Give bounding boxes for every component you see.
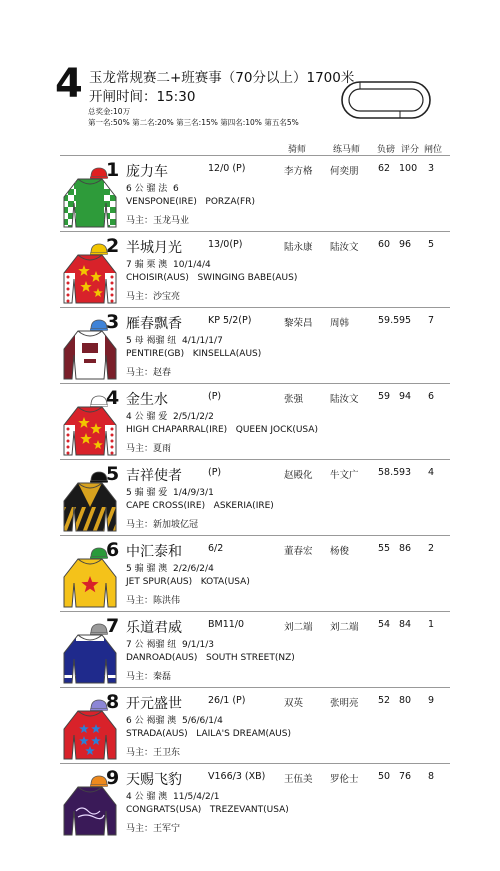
horse-pedigree: HIGH CHAPARRAL(IRE) QUEEN JOCK(USA) bbox=[126, 425, 318, 435]
runner-entry bbox=[60, 307, 450, 383]
horse-number: 6 bbox=[106, 539, 120, 561]
odds: KP 5/2(P) bbox=[208, 315, 252, 326]
jockey-name: 刘二端 bbox=[284, 622, 313, 633]
horse-pedigree: CHOISIR(AUS) SWINGING BABE(AUS) bbox=[126, 273, 298, 283]
draw: 2 bbox=[428, 543, 435, 554]
weight: 60 bbox=[378, 239, 391, 250]
race-title: 玉龙常规赛二+班赛事（70分以上）1700米 bbox=[89, 70, 355, 86]
draw: 4 bbox=[428, 467, 435, 478]
jockey-silks-icon bbox=[62, 785, 118, 837]
draw: 8 bbox=[428, 771, 435, 782]
divider bbox=[60, 155, 450, 156]
odds: (P) bbox=[208, 391, 222, 402]
trainer-name: 牛文广 bbox=[330, 470, 359, 481]
horse-name: 乐道君威 bbox=[126, 620, 182, 636]
horse-owner: 马主：沙宝亮 bbox=[126, 292, 181, 302]
horse-pedigree: DANROAD(AUS) SOUTH STREET(NZ) bbox=[126, 653, 295, 663]
column-header-trainer: 练马师 bbox=[333, 145, 361, 155]
horse-number: 7 bbox=[106, 615, 120, 637]
horse-pedigree: PENTIRE(GB) KINSELLA(AUS) bbox=[126, 349, 262, 359]
odds: 26/1 (P) bbox=[208, 695, 246, 706]
horse-name: 庞力车 bbox=[126, 164, 168, 180]
horse-number: 8 bbox=[106, 691, 120, 713]
weight: 58.5 bbox=[378, 467, 400, 478]
horse-profile: 4 公 骝 爱 2/5/1/2/2 bbox=[126, 412, 214, 422]
trainer-name: 罗伦士 bbox=[330, 774, 359, 785]
race-time: 开闸时间：15:30 bbox=[89, 89, 196, 105]
odds: BM11/0 bbox=[208, 619, 245, 630]
horse-pedigree: VENSPONE(IRE) PORZA(FR) bbox=[126, 197, 255, 207]
jockey-silks-icon bbox=[62, 709, 118, 761]
jockey-name: 李方格 bbox=[284, 166, 313, 177]
trainer-name: 杨俊 bbox=[330, 546, 350, 557]
jockey-name: 双英 bbox=[284, 698, 304, 709]
track-diagram-icon bbox=[340, 79, 435, 123]
draw: 3 bbox=[428, 163, 435, 174]
horse-name: 开元盛世 bbox=[126, 696, 182, 712]
column-header-jockey: 骑师 bbox=[288, 145, 307, 155]
draw: 7 bbox=[428, 315, 435, 326]
divider bbox=[60, 459, 450, 460]
divider bbox=[60, 611, 450, 612]
horse-number: 3 bbox=[106, 311, 120, 333]
rating: 80 bbox=[399, 695, 412, 706]
jockey-name: 董春宏 bbox=[284, 546, 313, 557]
horse-number: 4 bbox=[106, 387, 120, 409]
runner-entry bbox=[60, 231, 450, 307]
race-number: 4 bbox=[55, 61, 83, 107]
rating: 84 bbox=[399, 619, 412, 630]
jockey-silks-icon bbox=[62, 557, 118, 609]
draw: 6 bbox=[428, 391, 435, 402]
jockey-name: 王伍美 bbox=[284, 774, 313, 785]
divider bbox=[60, 307, 450, 308]
runner-entry bbox=[60, 383, 450, 459]
rating: 95 bbox=[399, 315, 412, 326]
race-purse: 总奖金:10万 bbox=[88, 107, 131, 116]
trainer-name: 张明亮 bbox=[330, 698, 359, 709]
draw: 5 bbox=[428, 239, 435, 250]
divider bbox=[60, 763, 450, 764]
runner-entry bbox=[60, 611, 450, 687]
horse-number: 1 bbox=[106, 159, 120, 181]
jockey-name: 陆永康 bbox=[284, 242, 313, 253]
runner-entry bbox=[60, 155, 450, 231]
rating: 94 bbox=[399, 391, 412, 402]
horse-name: 吉祥使者 bbox=[126, 468, 182, 484]
jockey-silks-icon bbox=[62, 633, 118, 685]
odds: (P) bbox=[208, 467, 222, 478]
trainer-name: 陆汝文 bbox=[330, 242, 359, 253]
race-prize-split: 第一名:50% 第二名:20% 第三名:15% 第四名:10% 第五名5% bbox=[88, 118, 299, 127]
column-header-rating: 评分 bbox=[401, 145, 420, 155]
horse-number: 5 bbox=[106, 463, 120, 485]
divider bbox=[60, 687, 450, 688]
horse-name: 天赐飞豹 bbox=[126, 772, 182, 788]
column-header-draw: 闸位 bbox=[424, 145, 443, 155]
odds: 13/0(P) bbox=[208, 239, 243, 250]
trainer-name: 陆汝文 bbox=[330, 394, 359, 405]
weight: 54 bbox=[378, 619, 391, 630]
horse-profile: 6 公 褐骝 澳 5/6/6/1/4 bbox=[126, 716, 223, 726]
horse-owner: 马主：陈洪伟 bbox=[126, 596, 181, 606]
horse-profile: 6 公 骝 法 6 bbox=[126, 184, 179, 194]
jockey-silks-icon bbox=[62, 481, 118, 533]
horse-owner: 马主：赵春 bbox=[126, 368, 172, 378]
jockey-silks-icon bbox=[62, 177, 118, 229]
weight: 52 bbox=[378, 695, 391, 706]
draw: 1 bbox=[428, 619, 435, 630]
horse-pedigree: STRADA(AUS) LAILA'S DREAM(AUS) bbox=[126, 729, 291, 739]
runner-entry bbox=[60, 763, 450, 839]
runner-entry bbox=[60, 535, 450, 611]
horse-owner: 马主：王卫东 bbox=[126, 748, 181, 758]
jockey-name: 赵殿化 bbox=[284, 470, 313, 481]
weight: 50 bbox=[378, 771, 391, 782]
rating: 86 bbox=[399, 543, 412, 554]
jockey-name: 张强 bbox=[284, 394, 304, 405]
horse-pedigree: CAPE CROSS(IRE) ASKERIA(IRE) bbox=[126, 501, 274, 511]
draw: 9 bbox=[428, 695, 435, 706]
horse-name: 半城月光 bbox=[126, 240, 182, 256]
weight: 59 bbox=[378, 391, 391, 402]
horse-profile: 7 骟 栗 澳 10/1/4/4 bbox=[126, 260, 211, 270]
horse-owner: 马主：夏雨 bbox=[126, 444, 172, 454]
jockey-name: 黎荣昌 bbox=[284, 318, 313, 329]
horse-owner: 马主：新加坡亿冠 bbox=[126, 520, 199, 530]
weight: 59.5 bbox=[378, 315, 400, 326]
horse-owner: 马主：玉龙马业 bbox=[126, 216, 190, 226]
horse-number: 9 bbox=[106, 767, 120, 789]
rating: 93 bbox=[399, 467, 412, 478]
horse-name: 金生水 bbox=[126, 392, 168, 408]
horse-profile: 5 骟 骝 澳 2/2/6/2/4 bbox=[126, 564, 214, 574]
trainer-name: 何奕朋 bbox=[330, 166, 359, 177]
horse-owner: 马主：王军宁 bbox=[126, 824, 181, 834]
odds: V166/3 (XB) bbox=[208, 771, 266, 782]
jockey-silks-icon bbox=[62, 253, 118, 305]
trainer-name: 刘二端 bbox=[330, 622, 359, 633]
trainer-name: 周韩 bbox=[330, 318, 350, 329]
divider bbox=[60, 231, 450, 232]
horse-profile: 4 公 骝 澳 11/5/4/2/1 bbox=[126, 792, 220, 802]
horse-profile: 5 母 褐骝 纽 4/1/1/1/7 bbox=[126, 336, 223, 346]
runner-entry bbox=[60, 687, 450, 763]
rating: 100 bbox=[399, 163, 418, 174]
rating: 76 bbox=[399, 771, 412, 782]
jockey-silks-icon bbox=[62, 329, 118, 381]
weight: 55 bbox=[378, 543, 391, 554]
horse-profile: 7 公 褐骝 纽 9/1/1/3 bbox=[126, 640, 215, 650]
divider bbox=[60, 535, 450, 536]
odds: 12/0 (P) bbox=[208, 163, 246, 174]
horse-pedigree: CONGRATS(USA) TREZEVANT(USA) bbox=[126, 805, 289, 815]
horse-pedigree: JET SPUR(AUS) KOTA(USA) bbox=[126, 577, 250, 587]
horse-name: 雁春飘香 bbox=[126, 316, 182, 332]
odds: 6/2 bbox=[208, 543, 224, 554]
runner-entry bbox=[60, 459, 450, 535]
divider bbox=[60, 383, 450, 384]
horse-profile: 5 骟 骝 爱 1/4/9/3/1 bbox=[126, 488, 214, 498]
horse-name: 中汇泰和 bbox=[126, 544, 182, 560]
column-header-weight: 负磅 bbox=[377, 145, 396, 155]
horse-owner: 马主：秦磊 bbox=[126, 672, 172, 682]
weight: 62 bbox=[378, 163, 391, 174]
horse-number: 2 bbox=[106, 235, 120, 257]
rating: 96 bbox=[399, 239, 412, 250]
jockey-silks-icon bbox=[62, 405, 118, 457]
